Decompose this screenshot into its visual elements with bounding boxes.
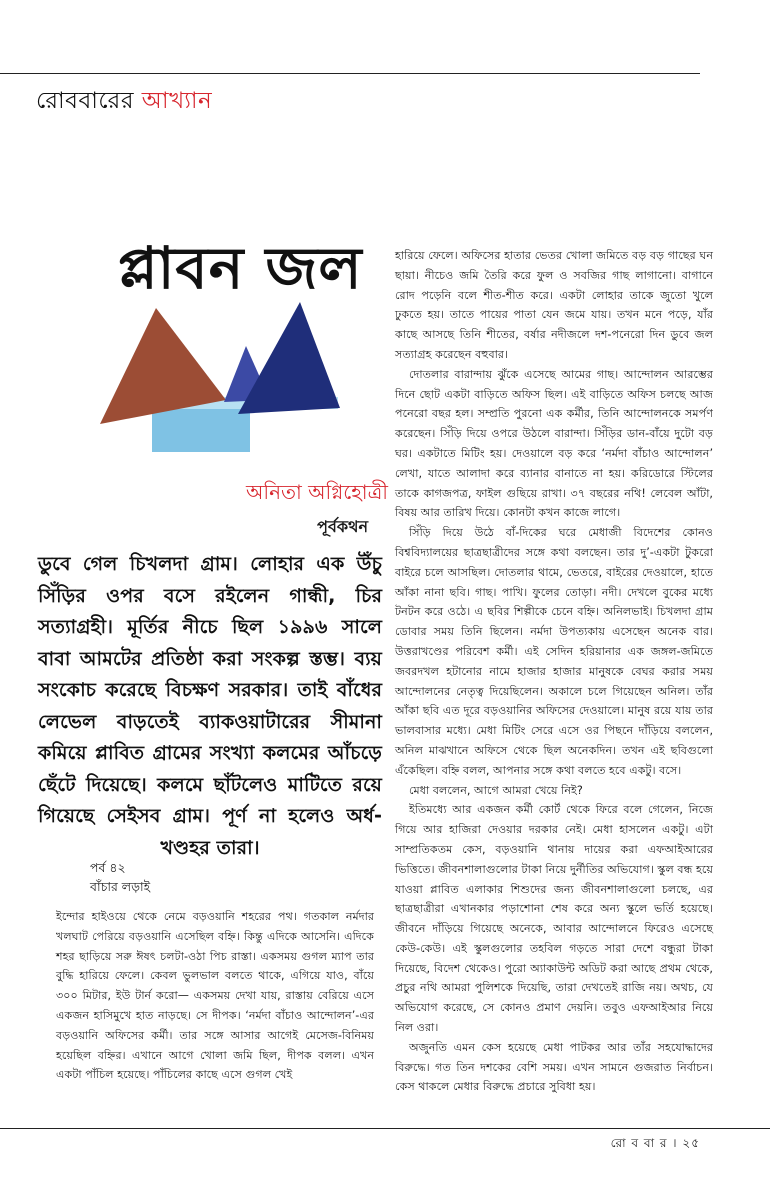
body-paragraph: হারিয়ে ফেলে। অফিসের হাতার ভেতর খোলা জমিতে বড় বড় গাছের ঘন ছায়া। নীচেও জমি তৈরি করে ফুল ও সবজির গাছ লাগানো। বাগানে রোদ পড়েনি বলে শীত-শীত করে। একটা লোহার তাকে জুতো খুলে ঢুকতে হয়। তাতে পায়ের পাতা যেন জমে যায়। তখন মনে পড়ে, যাঁর কাছে আসছে তিনি শীতের, বর্ষার নদীজলে দশ-পনেরো দিন ডুবে জল সত্যাগ্রহ করেছেন বহুবার। xyxy=(395,249,713,361)
body-paragraph: মেধা বললেন, আগে আমরা খেয়ে নিই? xyxy=(409,783,583,797)
body-column-right xyxy=(395,246,713,1097)
episode-title: বাঁচার লড়াই xyxy=(90,879,151,894)
body-paragraph: ইতিমধ্যে আর একজন কর্মী কোর্ট থেকে ফিরে বলে গেলেন, নিজে গিয়ে আর হাজিরা দেওয়ার দরকার নেই। মেধা হাসলেন একটু। এটা সাম্প্রতিকতম কেস, বড়ওয়ানি থানায় দায়ের করা এফআইআরের ভিত্তিতে। জীবনশালাগুলোর টাকা নিয়ে দুর্নীতির অভিযোগ। স্কুল বন্ধ হয়ে যাওয়া প্লাবিত এলাকার শিশুদের জন্য জীবনশালাগুলো চলছে, এর ছাত্রছাত্রীরা এখানকার পড়াশোনা শেষ করে অন্য স্কুলে ভর্তি হয়েছে। জীবনে দাঁড়িয়ে গিয়েছে অনেকে, আবার আন্দোলনে ফিরেও এসেছে কেউ-কেউ। এই স্কুলগুলোর তহবিল গড়তে সারা দেশে বন্ধুরা টাকা দিয়েছে, বিদেশ থেকেও। পুরো অ্যাকাউন্ট অডিট করা আছে প্রথম থেকে, প্রচুর নথি আমরা পুলিশকে দিয়েছি, তারা দেখতেই রাজি নয়। অথচ, যে অভিযোগ করেছে, সে কোনও প্রমাণ দেয়নি। তবুও এফআইআর নিয়ে নিল ওরা। xyxy=(395,803,713,1035)
mountains-illustration xyxy=(100,296,350,466)
story-title: প্লাবন জল xyxy=(118,234,363,302)
body-paragraph: সিঁড়ি দিয়ে উঠে বাঁ-দিকের ঘরে মেধাজী বিদেশের কোনও বিশ্ববিদ্যালয়ের ছাত্রছাত্রীদের সঙ্গে কথা বলছেন। তার দু’-একটা টুকরো বাইরে চলে আসছিল। দোতলার থামে, ভেতরে, বাইরের দেওয়ালে, হাতে আঁকা নানা ছবি। গাছ। পাখি। ফুলের তোড়া। নদী। দেখলে বুকের মধ্যে টনটন করে ওঠে। এ ছবির শিল্পীকে চেনে বহ্নি। অনিলভাই। চিখলদা গ্রাম ডোবার সময় তিনি ছিলেন। নর্মদা উপত্যকায় এসেছেন অনেক বার। উত্তরাখণ্ডের পরিবেশ কর্মী। এই সেদিন হরিয়ানার এক জঙ্গল-জমিতে জবরদখল হটানোর নামে হাজার হাজার মানুষকে বেঘর করার সময় আন্দোলনের নেতৃত্ব দিয়েছিলেন। অকালে চলে গিয়েছেন অনিল। তাঁর আঁকা ছবি এত দূরে বড়ওয়ানির অফিসের দেওয়ালে। মানুষ রয়ে যায় তার ভালবাসার মধ্যে। মেধা মিটিং সেরে এসে ওর পিছনে দাঁড়িয়ে বললেন, অনিল মাঝখানে অফিসে থেকে ছিল অনেকদিন। তখন এই ছবিগুলো এঁকেছিল। বহ্নি বলল, আপনার সঙ্গে কথা বলতে হবে একটু। বসে। xyxy=(395,526,713,777)
body-paragraph: দোতলার বারান্দায় ঝুঁকে এসেছে আমের গাছ। আন্দোলন আরম্ভের দিনে ছোট একটা বাড়িতে অফিস ছিল। এই বাড়িতে অফিস চলছে আজ পনেরো বছর হল। সম্প্রতি পুরনো এক কর্মীর, তিনি আন্দোলনকে সমর্পণ করেছেন। সিঁড়ি দিয়ে ওপরে উঠলে বারান্দা। সিঁড়ির ডান-বাঁয়ে দুটো বড় ঘর। একটাতে মিটিং হয়। দেওয়ালে বড় করে ‘নর্মদা বাঁচাও আন্দোলন’ লেখা, যাতে আলাদা করে ব্যানার বানাতে না হয়। করিডোরে স্টিলের তাকে কাগজপত্র, ফাইল গুছিয়ে রাখা। ৩৭ বছরের নথি! লেবেল আঁটা, বিষয় আর তারিখ দিয়ে। কোনটা কখন কাজে লাগে। xyxy=(395,367,713,520)
episode-number: পর্ব ৪২ xyxy=(90,860,126,875)
section-heading xyxy=(36,82,212,121)
lead-text: ডুবে গেল চিখলদা গ্রাম। লোহার এক উঁচু সিঁড়ির ওপর বসে রইলেন গান্ধী, চির সত্যাগ্রহী। মূর্তির নীচে ছিল ১৯৯৬ সালে বাবা আমটের প্রতিষ্ঠা করা সংকল্প স্তম্ভ। ব্যয় সংকোচ করেছে বিচক্ষণ সরকার। তাই বাঁধের লেভেল বাড়তেই ব্যাকওয়াটারের সীমানা কমিয়ে প্লাবিত গ্রামের সংখ্যা কলমের আঁচড়ে ছেঁটে দিয়েছে। কলমে ছাঁটলেও মাটিতে রয়ে গিয়েছে সেইসব গ্রাম। পূর্ণ না হলেও অর্ধ-খণ্ডহর তারা। xyxy=(38,552,382,859)
bottom-rule xyxy=(0,1128,770,1129)
blue-mountain-large xyxy=(238,302,340,414)
page-footer: রো ব বা র । ২৫ xyxy=(610,1136,700,1150)
top-rule xyxy=(0,73,700,74)
body-paragraph: অজুনতি এমন কেস হয়েছে মেধা পাটকর আর তাঁর সহযোদ্ধাদের বিরুদ্ধে। গত তিন দশকের বেশি সময়। এখন সামনে গুজরাত নির্বাচন। কেস থাকলে মেধার বিরুদ্ধে প্রচারে সুবিধা হয়। xyxy=(395,1040,713,1094)
lead-summary xyxy=(38,548,382,863)
author-name: অনিতা অগ্নিহোত্রী xyxy=(246,480,388,504)
episode-label xyxy=(90,858,150,896)
section-heading-accent: আখ্যান xyxy=(141,88,213,114)
section-heading-main: রোববারের xyxy=(36,88,142,114)
body-column-left xyxy=(56,907,374,1085)
body-paragraph: ইন্দোর হাইওয়ে থেকে নেমে বড়ওয়ানি শহরের পথ। গতকাল নর্মদার খলঘাট পেরিয়ে বড়ওয়ানি এসেছিল বহ্নি। কিন্তু এদিকে আসেনি। এদিকে শহর ছাড়িয়ে সরু ঈষৎ চলটা-ওঠা পিচ রাস্তা। একসময় গুগল ম্যাপ তার বুদ্ধি হারিয়ে ফেলে। কেবল ভুলভাল বলতে থাকে, এগিয়ে যাও, বাঁয়ে ৩০০ মিটার, ইউ টার্ন করো— একসময় দেখা যায়, রাস্তায় বেরিয়ে এসে একজন হাসিমুখে হাত নাড়ছে। সে দীপক। ‘নর্মদা বাঁচাও আন্দোলন’-এর বড়ওয়ানি অফিসের কর্মী। তার সঙ্গে আসার আগেই মেসেজ-বিনিময় হয়েছিল বহ্নির। এখানে আগে খোলা জমি ছিল, দীপক বলল। এখন একটা পাঁচিল হয়েছে। পাঁচিলের কাছে এসে গুগল খেই xyxy=(56,910,374,1082)
prelude-label: পূর্বকথন xyxy=(317,517,368,536)
